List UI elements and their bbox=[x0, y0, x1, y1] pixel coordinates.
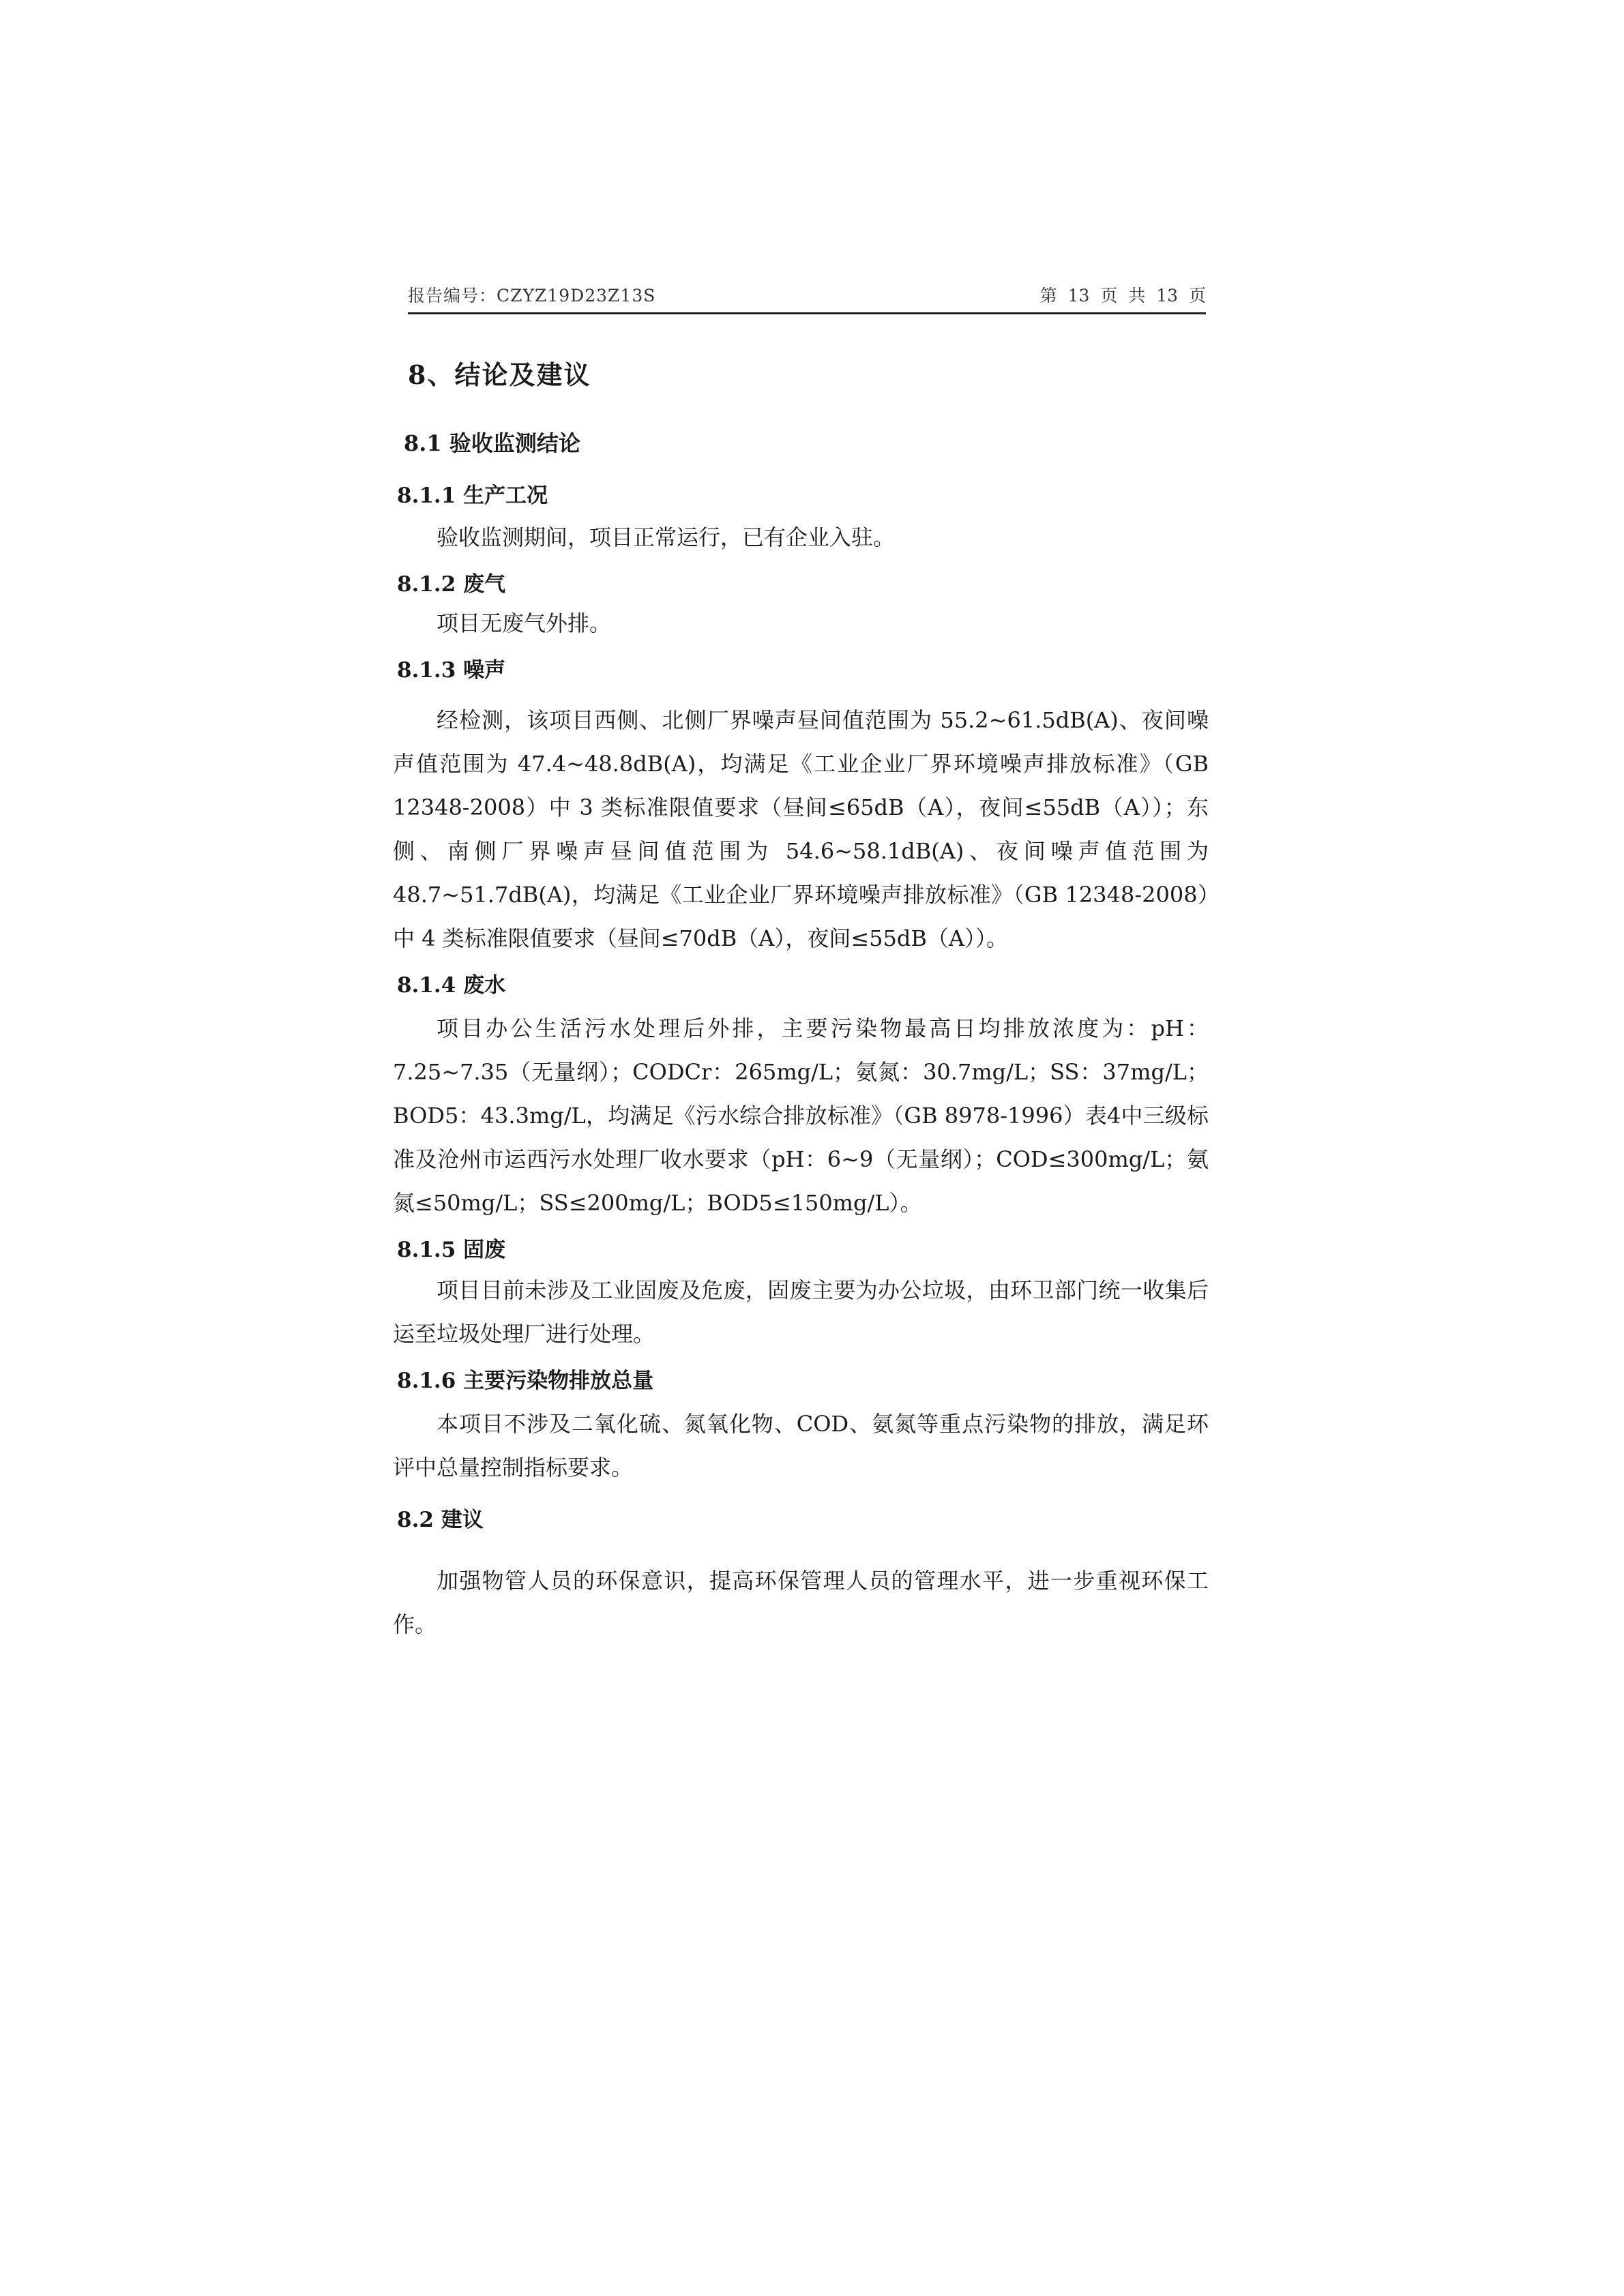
section-8-1-2-heading: 8.1.2 废气 bbox=[397, 572, 506, 597]
section-8-1-4-heading: 8.1.4 废水 bbox=[397, 973, 506, 998]
section-8-1-heading: 8.1 验收监测结论 bbox=[404, 430, 580, 456]
section-8-1-5-text: 项目目前未涉及工业固废及危废，固废主要为办公垃圾，由环卫部门统一收集后运至垃圾处理厂进行处理。 bbox=[393, 1277, 1209, 1347]
report-number: 报告编号：CZYZ19D23Z13S bbox=[408, 286, 656, 305]
section-8-1-4-text: 项目办公生活污水处理后外排，主要污染物最高日均排放浓度为：pH：7.25~7.35（无量纲）；CODCr：265mg/L；氨氮：30.7mg/L；SS：37mg/L；BOD5：43.3mg/L，均满足《污水综合排放标准》（GB 8978-1996）表4中三级标准及沧州市运西污水处理厂收水要求（pH：6~9（无量纲）；COD≤300mg/L；氨氮≤50mg/L；SS≤200mg/L；BOD5≤150mg/L）。 bbox=[393, 1015, 1209, 1216]
section-8-1-5-heading: 8.1.5 固废 bbox=[397, 1238, 506, 1262]
section-8-1-3-heading: 8.1.3 噪声 bbox=[397, 658, 506, 683]
section-8-2-heading: 8.2 建议 bbox=[397, 1508, 484, 1532]
page-header bbox=[408, 280, 1206, 314]
page-number: 第 13 页 共 13 页 bbox=[1039, 286, 1206, 305]
section-title: 8、结论及建议 bbox=[408, 359, 591, 390]
section-8-1-3-text: 经检测，该项目西侧、北侧厂界噪声昼间值范围为 55.2~61.5dB(A)、夜间噪声值范围为 47.4~48.8dB(A)，均满足《工业企业厂界环境噪声排放标准》（GB 12348-2008）中 3 类标准限值要求（昼间≤65dB（A），夜间≤55dB（A））；东侧、南侧厂界噪声昼间值范围为 54.6~58.1dB(A)、夜间噪声值范围为 48.7~51.7dB(A)，均满足《工业企业厂界环境噪声排放标准》（GB 12348-2008）中 4 类标准限值要求（昼间≤70dB（A），夜间≤55dB（A））。 bbox=[393, 707, 1209, 951]
section-8-1-1-text: 验收监测期间，项目正常运行，已有企业入驻。 bbox=[437, 524, 896, 550]
document-body bbox=[383, 334, 1209, 1646]
section-8-1-1-heading: 8.1.1 生产工况 bbox=[397, 483, 548, 508]
section-8-2-text: 加强物管人员的环保意识，提高环保管理人员的管理水平，进一步重视环保工作。 bbox=[393, 1568, 1209, 1637]
section-8-1-2-text: 项目无废气外排。 bbox=[437, 610, 612, 636]
section-8-1-6-text: 本项目不涉及二氧化硫、氮氧化物、COD、氨氮等重点污染物的排放，满足环评中总量控制指标要求。 bbox=[393, 1411, 1209, 1480]
section-8-1-6-heading: 8.1.6 主要污染物排放总量 bbox=[397, 1369, 654, 1393]
